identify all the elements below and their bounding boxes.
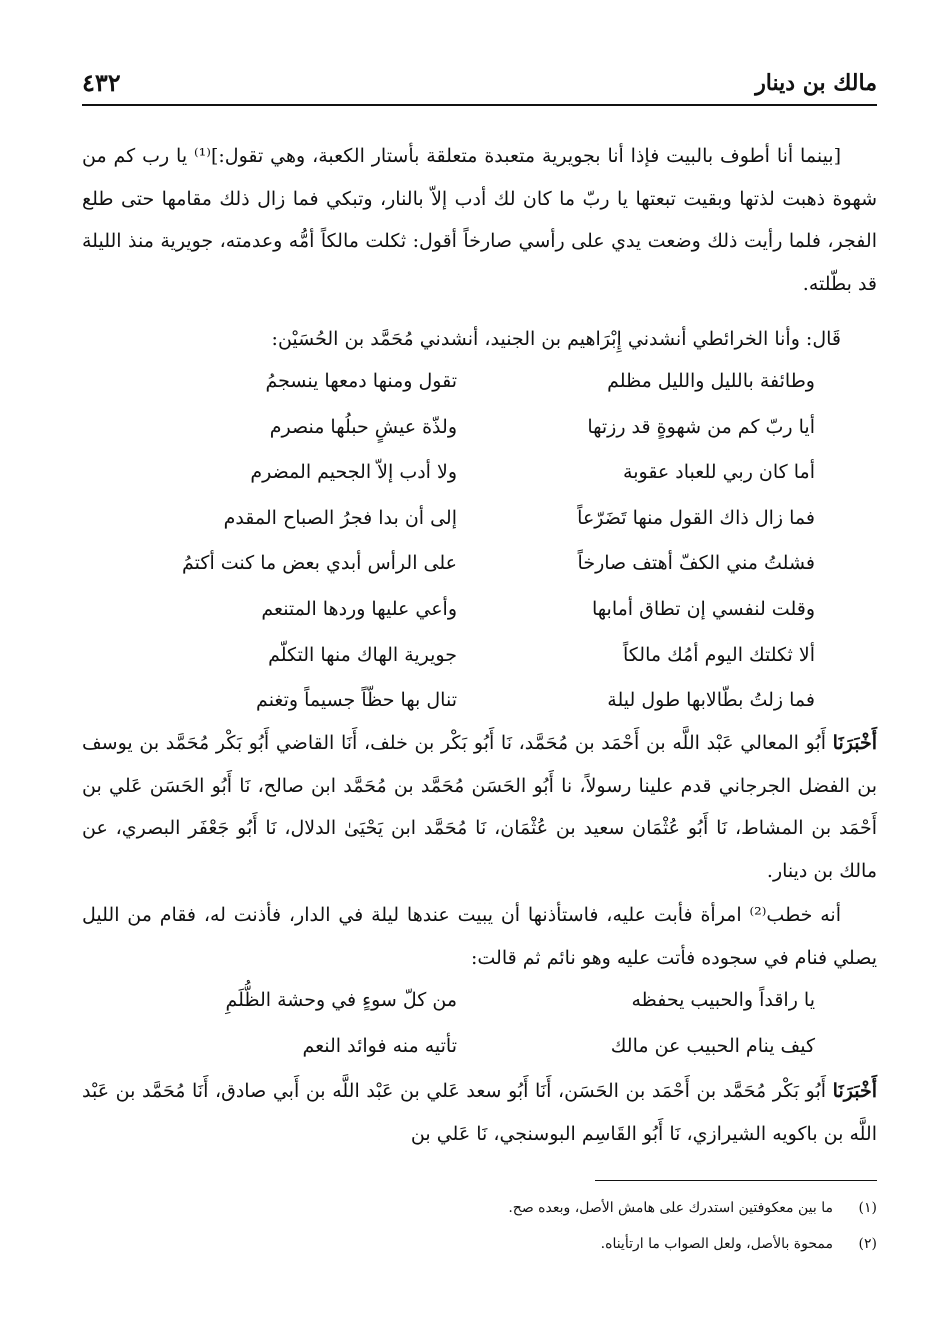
- page-header: [82, 62, 877, 104]
- verse-line: [82, 981, 877, 1027]
- verse-first-hemistich: فشلتُ مني الكفّ أهتف صارخاً: [577, 552, 815, 575]
- akhbarana-lead: أَخْبَرَنَا: [832, 732, 877, 754]
- footnote: [82, 1236, 877, 1272]
- verse-first-hemistich: يا راقداً والحبيب يحفظه: [631, 989, 815, 1011]
- verse-first-hemistich: وطائفة بالليل والليل مظلم: [607, 370, 815, 392]
- footnotes: [82, 1200, 877, 1272]
- page-number: ٤٣٢: [82, 68, 121, 97]
- isnad-text: أَبُو المعالي عَبْد اللَّه بن أَحْمَد بن مُحَمَّد، نَا أَبُو بَكْر بن خلف، أَنَا القاضي أَبُو بَكْر مُحَمَّد بن يوسف بن الفضل الجرجاني قدم علينا رسولاً، نا أَبُو الحَسَن مُحَمَّد بن مُحَمَّد ابن صالح، نَا أَبُو الحَسَن عَلي بن أَحْمَد بن المشاط، نَا أَبُو عُثْمَان سعيد بن عُثْمَان، نَا مُحَمَّد ابن يَحْيَىٰ الدلال، نَا أَبُو جَعْفَر البصري، عن مالك بن دينار.: [82, 732, 877, 882]
- footnote-text: ممحوة بالأصل، ولعل الصواب ما ارتأيناه.: [600, 1236, 833, 1252]
- verse-second-hemistich: ولا أدب إلاّ الجحيم المضرم: [250, 461, 457, 484]
- footnote: [82, 1200, 877, 1236]
- verse-line: [82, 408, 877, 454]
- verse-line: [82, 499, 877, 545]
- verse-second-hemistich: ولذّة عيشٍ حبلُها منصرم: [269, 415, 457, 438]
- running-title: مالك بن دينار: [755, 70, 877, 96]
- verse-line: [82, 453, 877, 499]
- footnote-number: (٢): [858, 1236, 877, 1252]
- verse-first-hemistich: فما زلتُ بطّالابها طول ليلة: [607, 689, 815, 712]
- footnote-number: (١): [858, 1200, 877, 1216]
- verse-first-hemistich: ألا ثكلتك اليوم أمُك مالكاً: [623, 643, 815, 666]
- verse-second-hemistich: تقول ومنها دمعها ينسجمُ: [265, 370, 457, 392]
- verse-first-hemistich: كيف ينام الحبيب عن مالك: [610, 1034, 815, 1057]
- isnad-paragraph-1: [82, 722, 877, 892]
- verse-line: [82, 1027, 877, 1073]
- verse-first-hemistich: أيا ربّ كم من شهوةٍ قد رزتها: [587, 415, 815, 438]
- verse-second-hemistich: على الرأس أبدي بعض ما كنت أكتمُ: [182, 552, 457, 575]
- verse-line: [82, 636, 877, 682]
- paragraph-qal: قَال: وأنا الخرائطي أنشدني إِبْرَاهيم بن الجنيد، أنشدني مُحَمَّد بن الحُسَيْن:: [271, 328, 841, 350]
- verse-line: [82, 362, 877, 408]
- isnad-text: أَبُو بَكْر مُحَمَّد بن أَحْمَد بن الحَسَن، أَنَا أَبُو سعد عَلي بن عَبْد اللَّه بن أَبي صادق، أَنَا مُحَمَّد بن عَبْد اللَّه بن باكويه الشيرازي، نَا أَبُو القَاسِم البوسنجي، نَا عَلي بن: [82, 1080, 877, 1145]
- paragraph-opening: [بينما أنا أطوف بالبيت فإذا أنا بجويرية متعبدة متعلقة بأستار الكعبة، وهي تقول:]⁽¹⁾ يا رب كم من شهوة ذهبت لذتها وبقيت تبعتها يا ربّ ما كان لك أدب إلاّ بالنار، وتبكي فما زال ذلك مقامها حتى طلع الفجر، فلما رأيت ذلك وضعت يدي على رأسي صارخاً أقول: ثكلت مالكاً أمُّه وعدمته، جويرية منذ الليلة قد بطّلته.: [82, 145, 877, 295]
- isnad-paragraph-2: [82, 1070, 877, 1155]
- verse-second-hemistich: من كلّ سوءٍ في وحشة الظُّلَمِ: [225, 989, 457, 1011]
- footnote-rule: [595, 1180, 877, 1181]
- verse-first-hemistich: فما زال ذاك القول منها تَضَرّعاً: [577, 506, 815, 529]
- verse-second-hemistich: إلى أن بدا فجرُ الصباح المقدم: [223, 506, 457, 529]
- footnote-text: ما بين معكوفتين استدرك على هامش الأصل، وبعده صح.: [508, 1200, 833, 1216]
- verse-line: [82, 681, 877, 727]
- story-paragraph: أنه خطب⁽²⁾ امرأة فأبت عليه، فاستأذنها أن يبيت عندها ليلة في الدار، فأذنت له، فقام من الليل يصلي فنام في سجوده فأتت عليه وهو نائم ثم قالت:: [82, 904, 877, 969]
- verse-line: [82, 544, 877, 590]
- akhbarana-lead: أَخْبَرَنَا: [832, 1080, 877, 1102]
- verse-second-hemistich: تنال بها حظّاً جسيماً وتغنم: [256, 689, 457, 712]
- header-rule: [82, 104, 877, 106]
- verse-second-hemistich: تأتيه منه فوائد النعم: [302, 1034, 457, 1057]
- verse-second-hemistich: وأعي عليها وردها المتنعم: [261, 597, 457, 620]
- poem-2: [82, 981, 877, 1072]
- verse-first-hemistich: وقلت لنفسي إن تطاق أمابها: [592, 597, 815, 620]
- verse-first-hemistich: أما كان ربي للعباد عقوبة: [623, 461, 815, 484]
- poem-1: [82, 362, 877, 727]
- verse-second-hemistich: جويرية الهاك منها التكلّم: [268, 643, 457, 666]
- verse-line: [82, 590, 877, 636]
